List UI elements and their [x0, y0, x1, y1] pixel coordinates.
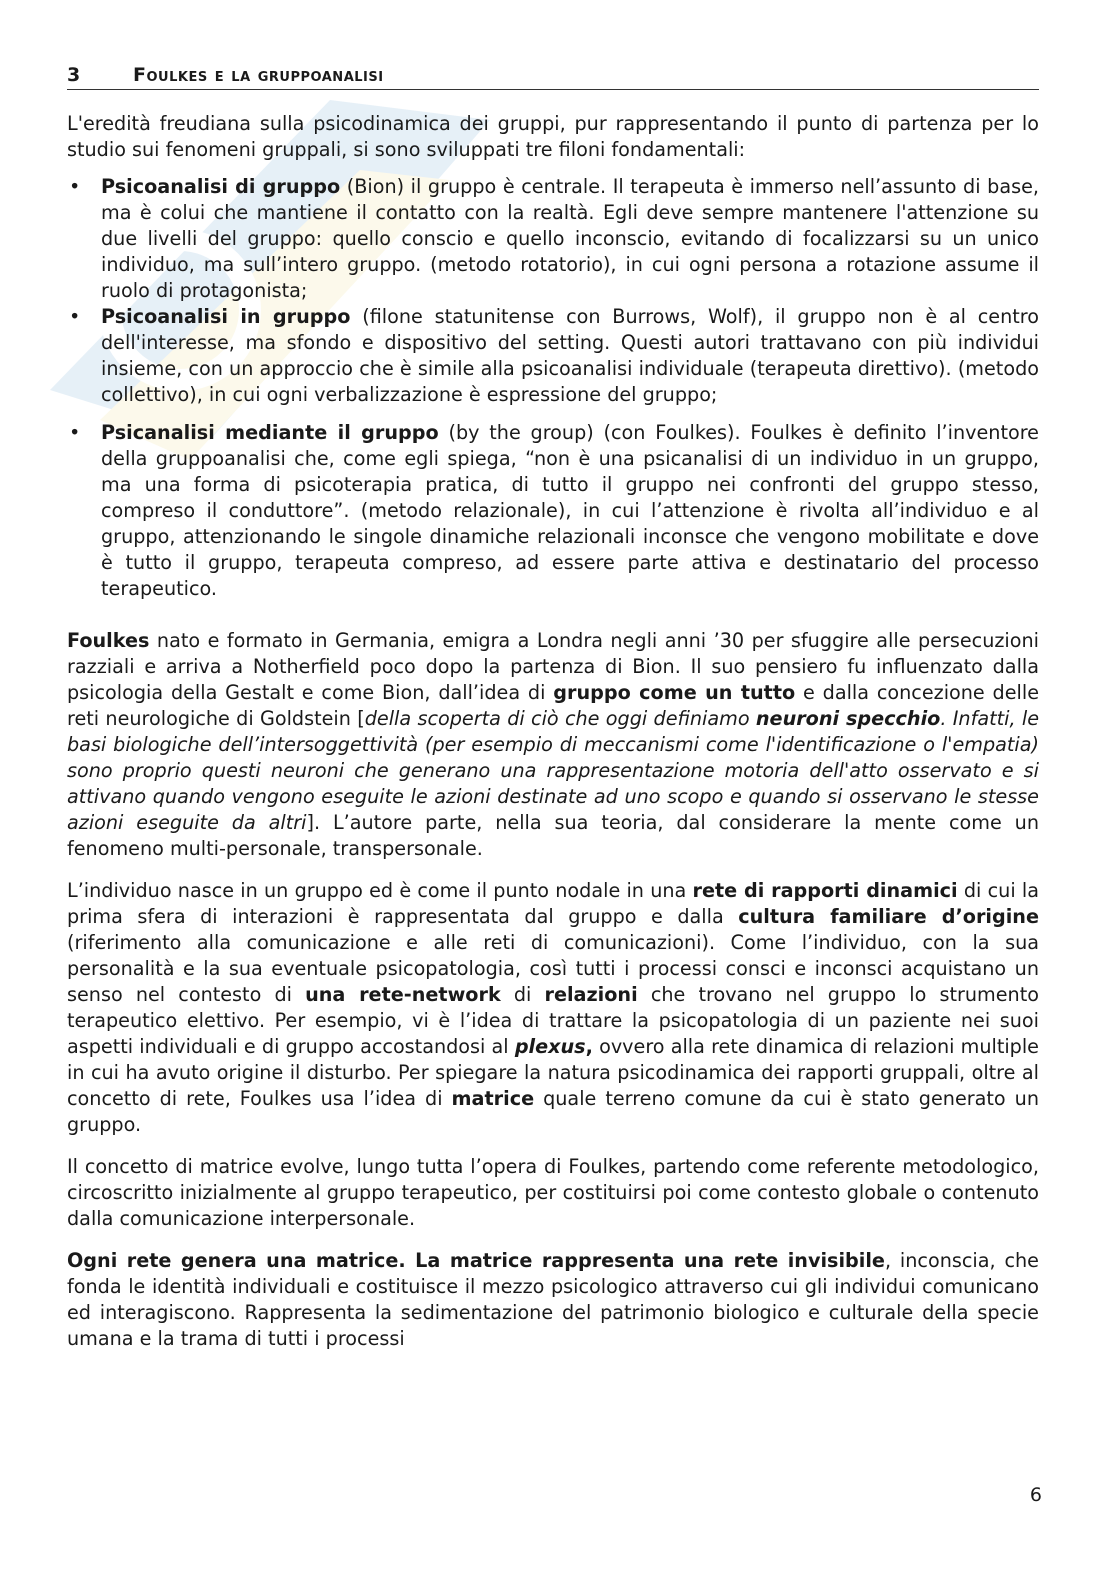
list-item-term: Psicoanalisi in gruppo — [101, 305, 351, 328]
list-item-text: (by the group) (con Foulkes). Foulkes è definito l’inventore della gruppoanalisi che, come egli spiega, “non è una psicanalisi di un individuo in un gruppo, ma una forma di psicoterapia pratica, di tutto il gruppo nei confronti del gruppo stesso, compreso il conduttore”. (metodo relazionale), in cui l’attenzione è rivolta all’individuo e al gruppo, attenzionando le singole dinamiche relazionali inconsce che vengono mobilitate e dove è tutto il gruppo, terapeuta compreso, ad essere parte attiva e destinatario del processo terapeutico. — [101, 421, 1039, 600]
list-item — [67, 304, 1039, 408]
intro-paragraph: L'eredità freudiana sulla psicodinamica dei gruppi, pur rappresentando il punto di partenza per lo studio sui fenomeni gruppali, si sono sviluppati tre filoni fondamentali: — [67, 112, 1039, 161]
paragraph-individuo: L’individuo nasce in un gruppo ed è come il punto nodale in una rete di rapporti dinamici di cui la prima sfera di interazioni è rappresentata dal gruppo e dalla cultura familiare d’origine (riferimento alla comunicazione e alle reti di comunicazioni). Come l’individuo, con la sua personalità e la sua eventuale psicopatologia, così tutti i processi consci e inconsci acquistano un senso nel contesto di una rete-network di relazioni che trovano nel gruppo lo strumento terapeutico elettivo. Per esempio, vi è l’idea di trattare la psicopatologia di un paziente nei suoi aspetti individuali e di gruppo accostandosi al plexus, ovvero alla rete dinamica di relazioni multiple in cui ha avuto origine il disturbo. Per spiegare la natura psicodinamica dei rapporti gruppali, oltre al concetto di rete, Foulkes usa l’idea di matrice quale terreno comune da cui è stato generato un gruppo. — [67, 879, 1039, 1136]
list-item — [67, 174, 1039, 304]
list-item-text: (filone statunitense con Burrows, Wolf), il gruppo non è al centro dell'interesse, ma sfondo e dispositivo del setting. Questi autori trattavano con più individui insieme, con un approccio che è simile alla psicoanalisi individuale (terapeuta direttivo). (metodo collettivo), in cui ogni verbalizzazione è espressione del gruppo; — [101, 305, 1039, 406]
document-page — [67, 64, 1039, 1352]
section-heading — [67, 64, 1039, 90]
paragraph-rete: Ogni rete genera una matrice. La matrice rappresenta una rete invisibile, inconscia, che fonda le identità individuali e costituisce il mezzo psicologico attraverso cui gli individui comunicano ed interagiscono. Rappresenta la sedimentazione del patrimonio biologico e culturale della specie umana e la trama di tutti i processi — [67, 1249, 1039, 1350]
list-item — [67, 420, 1039, 602]
page-number: 6 — [1029, 1484, 1042, 1506]
bullet-list — [67, 174, 1039, 602]
list-item-text: (Bion) il gruppo è centrale. Il terapeuta è immerso nell’assunto di base, ma è colui che mantiene il contatto con la realtà. Egli deve sempre mantenere l'attenzione su due livelli del gruppo: quello conscio e quello inconscio, evitando di focalizzarsi su un unico individuo, ma sull’intero gruppo. (metodo rotatorio), in cui ogni persona a rotazione assume il ruolo di protagonista; — [101, 175, 1039, 302]
paragraph-matrice: Il concetto di matrice evolve, lungo tutta l’opera di Foulkes, partendo come referente metodologico, circoscritto inizialmente al gruppo terapeutico, per costituirsi poi come contesto globale o contenuto dalla comunicazione interpersonale. — [67, 1155, 1039, 1230]
list-item-term: Psicanalisi mediante il gruppo — [101, 421, 439, 444]
section-title: Foulkes e la gruppoanalisi — [133, 64, 384, 86]
section-number: 3 — [67, 64, 81, 86]
list-item-term: Psicoanalisi di gruppo — [101, 175, 341, 198]
paragraph-foulkes: Foulkes nato e formato in Germania, emigra a Londra negli anni ’30 per sfuggire alle persecuzioni razziali e arriva a Notherfield poco dopo la partenza di Bion. Il suo pensiero fu influenzato dalla psicologia della Gestalt e come Bion, dall’idea di gruppo come un tutto e dalla concezione delle reti neurologiche di Goldstein [della scoperta di ciò che oggi definiamo neuroni specchio. Infatti, le basi biologiche dell’intersoggettività (per esempio di meccanismi come l'identificazione o l'empatia) sono proprio questi neuroni che generano una rappresentazione motoria dell'atto osservato e si attivano quando vengono eseguite le azioni destinate ad uno scopo e quando si osservano le stesse azioni eseguite da altri]. L’autore parte, nella sua teoria, dal considerare la mente come un fenomeno multi-personale, transpersonale. — [67, 629, 1040, 860]
